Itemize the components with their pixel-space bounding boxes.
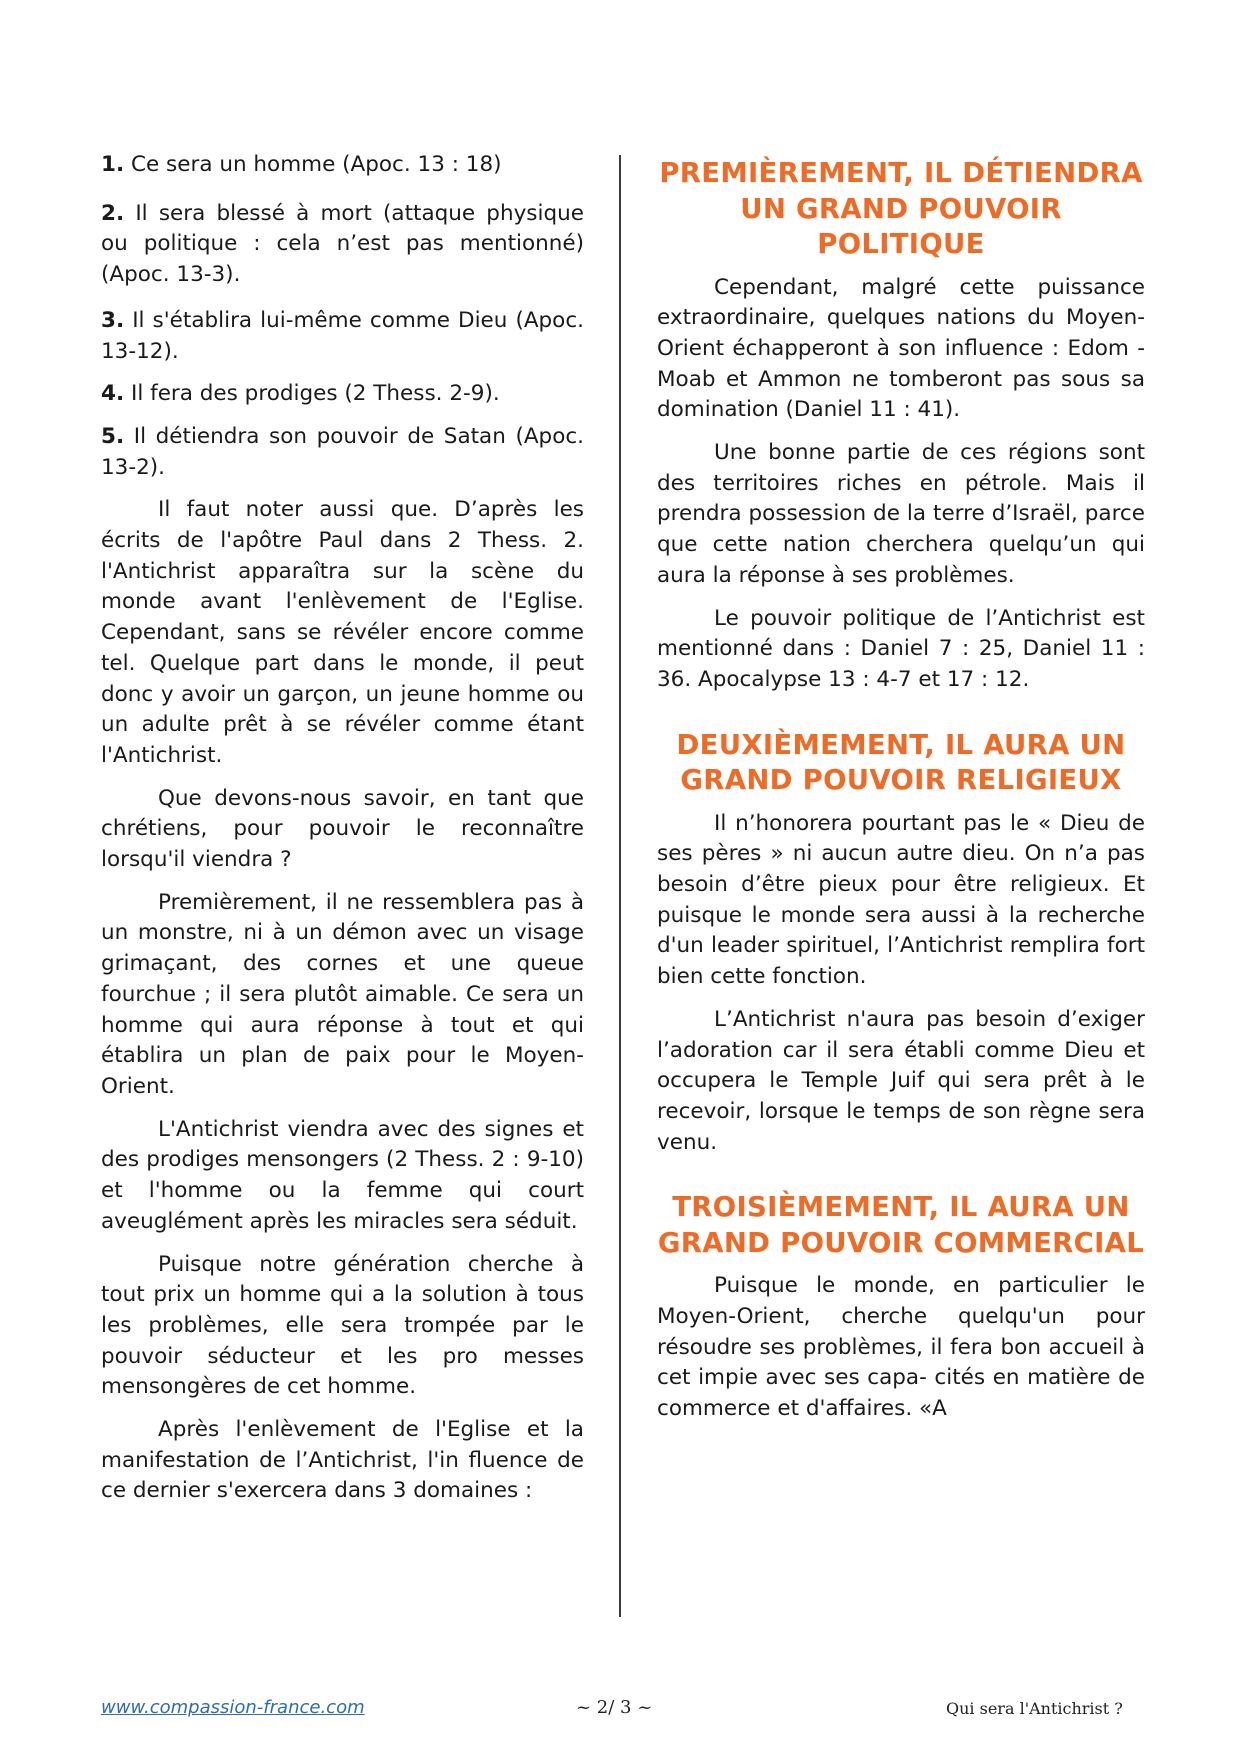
body-paragraph: L'Antichrist viendra avec des signes et des prodiges mensongers (2 Thess. 2 : 9-10) et l'homme ou la femme qui court aveuglément après les miracles sera séduit. <box>101 1116 584 1234</box>
body-paragraph: Une bonne partie de ces régions sont des territoires riches en pétrole. Mais il prendra possession de la terre d’Israël, parce que cette nation cherchera quelqu’un qui aura la réponse à ses problèmes. <box>657 440 1145 588</box>
body-paragraph: Après l'enlèvement de l'Eglise et la manifestation de l’Antichrist, l'in fluence de ce dernier s'exercera dans 3 domaines : <box>101 1417 584 1504</box>
document-title: Qui sera l'Antichrist ? <box>946 1699 1123 1718</box>
list-text: Il fera des prodiges (2 Thess. 2-9). <box>124 381 500 407</box>
list-item <box>101 379 584 410</box>
section-commercial-power <box>657 1190 1145 1425</box>
list-item <box>101 150 584 181</box>
list-number: 4. <box>101 381 125 407</box>
list-number: 5. <box>101 423 125 449</box>
section-political-power <box>657 156 1145 696</box>
left-column <box>101 150 584 1519</box>
list-number: 1. <box>101 152 125 177</box>
section-heading: PREMIÈREMENT, IL DÉTIENDRA UN GRAND POUVOIR POLITIQUE <box>659 157 1143 260</box>
list-number: 2. <box>101 200 125 226</box>
body-paragraph: Cependant, malgré cette puissance extraordinaire, quelques nations du Moyen-Orient échapperont à son influence : Edom - Moab et Ammon ne tomberont pas sous sa domination (Daniel 11 : 41). <box>657 274 1145 423</box>
section-heading: DEUXIÈMEMENT, IL AURA UN GRAND POUVOIR RELIGIEUX <box>676 728 1126 797</box>
page-number: ~ 2/ 3 ~ <box>576 1697 653 1718</box>
body-paragraph: Puisque le monde, en particulier le Moyen-Orient, cherche quelqu'un pour résoudre ses problèmes, il fera bon accueil à cet impie avec ses capa- cités en matière de commerce et d'affaires. «A <box>657 1273 1145 1422</box>
body-paragraph: Il faut noter aussi que. D’après les écrits de l'apôtre Paul dans 2 Thess. 2. l'Antichrist apparaîtra sur la scène du monde avant l'enlèvement de l'Eglise. Cependant, sans se révéler encore comme tel. Quelque part dans le monde, il peut donc y avoir un garçon, un jeune homme ou un adulte prêt à se révéler comme étant l'Antichrist. <box>101 497 584 768</box>
body-paragraph: L’Antichrist n'aura pas besoin d’exiger l’adoration car il sera établi comme Dieu et occupera le Temple Juif qui sera prêt à le recevoir, lorsque le temps de son règne sera venu. <box>657 1006 1145 1155</box>
list-item <box>101 306 584 367</box>
list-item <box>101 199 584 291</box>
list-number: 3. <box>101 307 125 333</box>
list-text: Il sera blessé à mort (attaque physique ou politique : cela n’est pas mentionné) (Apoc. 13-3). <box>101 200 584 288</box>
column-divider <box>619 155 621 1617</box>
website-link[interactable]: www.compassion-france.com <box>101 1697 365 1718</box>
body-paragraph: Il n’honorera pourtant pas le « Dieu de ses pères » ni aucun autre dieu. On n’a pas besoin d’être pieux pour être religieux. Et puisque le monde sera aussi à la recherche d'un leader spirituel, l’Antichrist remplira fort bien cette fonction. <box>657 810 1145 990</box>
body-paragraph: Le pouvoir politique de l’Antichrist est mentionné dans : Daniel 7 : 25, Daniel 11 : 36. Apocalypse 13 : 4-7 et 17 : 12. <box>657 605 1145 692</box>
right-column <box>657 150 1145 1437</box>
list-item <box>101 422 584 483</box>
list-text: Ce sera un homme (Apoc. 13 : 18) <box>124 152 502 177</box>
body-paragraph: Que devons-nous savoir, en tant que chrétiens, pour pouvoir le reconnaître lorsqu'il viendra ? <box>101 785 584 873</box>
list-text: Il s'établira lui-même comme Dieu (Apoc. 13-12). <box>101 307 584 364</box>
section-religious-power <box>657 728 1145 1159</box>
section-heading: TROISIÈMEMENT, IL AURA UN GRAND POUVOIR COMMERCIAL <box>657 1191 1145 1259</box>
body-paragraph: Puisque notre génération cherche à tout prix un homme qui a la solution à tous les problèmes, elle sera trompée par le pouvoir séducteur et les pro messes mensongères de cet homme. <box>101 1251 584 1400</box>
body-paragraph: Premièrement, il ne ressemblera pas à un monstre, ni à un démon avec un visage grimaçant, des cornes et une queue fourchue ; il sera plutôt aimable. Ce sera un homme qui aura réponse à tout et qui établira un plan de paix pour le Moyen-Orient. <box>101 889 584 1099</box>
page-footer <box>0 1697 1240 1727</box>
list-text: Il détiendra son pouvoir de Satan (Apoc. 13-2). <box>101 423 584 480</box>
